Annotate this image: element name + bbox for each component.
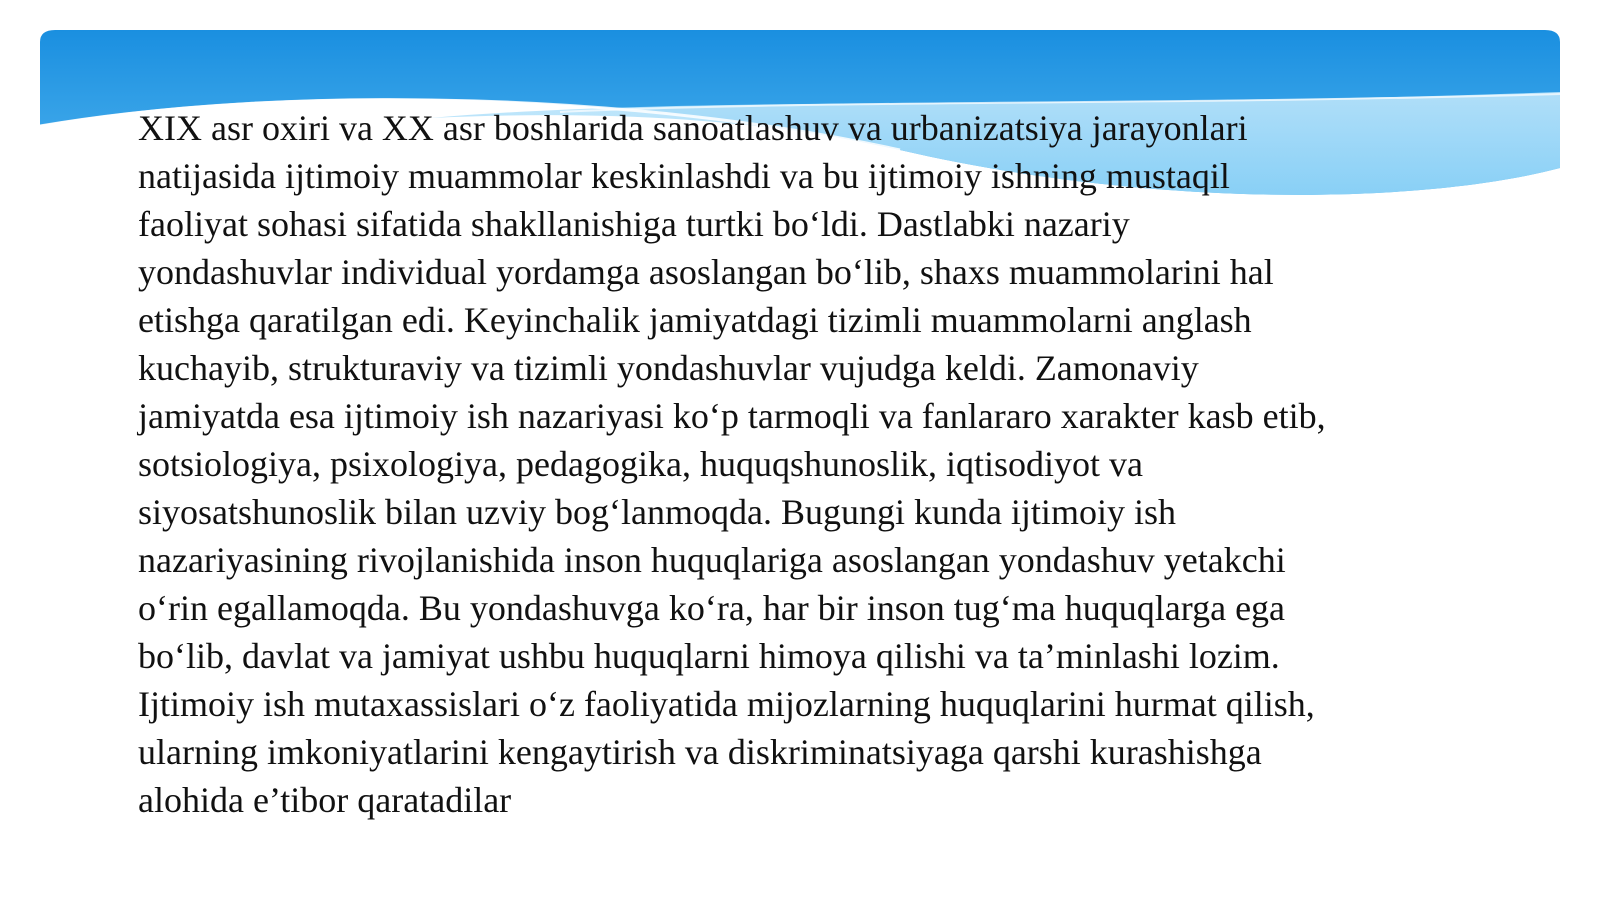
paragraph-line: siyosatshunoslik bilan uzviy bog‘lanmoqda. Bugungi kunda ijtimoiy ish — [138, 492, 1176, 532]
paragraph-line: natijasida ijtimoiy muammolar keskinlashdi va bu ijtimoiy ishning mustaqil — [138, 156, 1230, 196]
paragraph-line: nazariyasining rivojlanishida inson huquqlariga asoslangan yondashuv yetakchi — [138, 540, 1286, 580]
paragraph-line: jamiyatda esa ijtimoiy ish nazariyasi ko‘p tarmoqli va fanlararo xarakter kasb etib, — [138, 396, 1326, 436]
paragraph-line: yondashuvlar individual yordamga asoslangan bo‘lib, shaxs muammolarini hal — [138, 252, 1274, 292]
paragraph-line: Ijtimoiy ish mutaxassislari o‘z faoliyatida mijozlarning huquqlarini hurmat qilish, — [138, 684, 1315, 724]
paragraph-line: kuchayib, strukturaviy va tizimli yondashuvlar vujudga keldi. Zamonaviy — [138, 348, 1199, 388]
paragraph-line: faoliyat sohasi sifatida shakllanishiga turtki bo‘ldi. Dastlabki nazariy — [138, 204, 1130, 244]
paragraph-line: ularning imkoniyatlarini kengaytirish va diskriminatsiyaga qarshi kurashishga — [138, 732, 1262, 772]
paragraph-line: o‘rin egallamoqda. Bu yondashuvga ko‘ra, har bir inson tug‘ma huquqlarga ega — [138, 588, 1286, 628]
paragraph-line: XIX asr oxiri va XX asr boshlarida sanoatlashuv va urbanizatsiya jarayonlari — [138, 108, 1248, 148]
paragraph-line: sotsiologiya, psixologiya, pedagogika, huquqshunoslik, iqtisodiyot va — [138, 444, 1143, 484]
paragraph-line: bo‘lib, davlat va jamiyat ushbu huquqlarni himoya qilishi va ta’minlashi lozim. — [138, 636, 1280, 676]
paragraph-line: etishga qaratilgan edi. Keyinchalik jamiyatdagi tizimli muammolarni anglash — [138, 300, 1252, 340]
body-paragraph — [138, 104, 1478, 824]
paragraph-line: alohida e’tibor qaratadilar — [138, 780, 512, 820]
